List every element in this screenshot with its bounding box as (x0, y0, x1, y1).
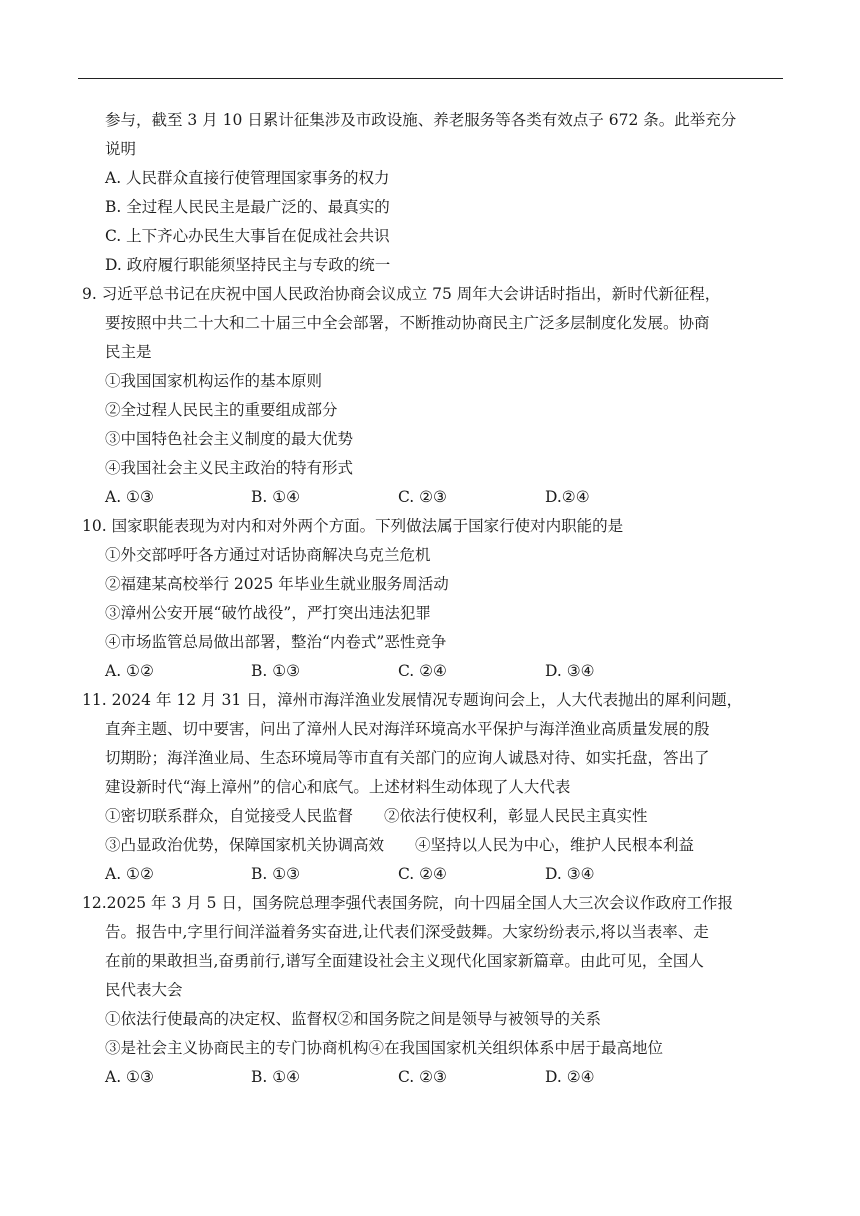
q8-option-c: C. 上下齐心办民生大事旨在促成社会共识 (105, 227, 390, 245)
q9-statement-2: ②全过程人民民主的重要组成部分 (105, 401, 338, 419)
q10-options (105, 661, 665, 681)
q10-stem-line-1: 10. 国家职能表现为对内和对外两个方面。下列做法属于国家行使对内职能的是 (82, 517, 624, 535)
q11-stem-line-3: 切期盼；海洋渔业局、生态环境局等市直有关部门的应询人诚恳对待、如实托盘，答出了 (105, 749, 710, 767)
q11-option-d: D. ③④ (545, 865, 595, 883)
q9-stem-line-2: 要按照中共二十大和二十届三中全会部署，不断推动协商民主广泛多层制度化发展。协商 (105, 314, 710, 332)
q11-option-b: B. ①③ (251, 865, 301, 883)
q11-option-c: C. ②④ (398, 865, 447, 883)
q12-options (105, 1067, 665, 1087)
q11-stem-line-4: 建设新时代“海上漳州”的信心和底气。上述材料生动体现了人大代表 (105, 778, 571, 796)
q8-option-a: A. 人民群众直接行使管理国家事务的权力 (105, 169, 390, 187)
q8-stem-line-1: 参与，截至 3 月 10 日累计征集涉及市政设施、养老服务等各类有效点子 672 条。此举充分 (105, 111, 737, 129)
q9-option-c: C. ②③ (398, 488, 447, 506)
q11-stem-line-1: 11. 2024 年 12 月 31 日，漳州市海洋渔业发展情况专题询问会上，人大代表抛出的犀利问题， (82, 691, 743, 709)
q12-option-a: A. ①③ (105, 1068, 154, 1086)
q10-statement-2: ②福建某高校举行 2025 年毕业生就业服务周活动 (105, 575, 449, 593)
q12-option-d: D. ②④ (545, 1068, 595, 1086)
q10-statement-4: ④市场监管总局做出部署，整治“内卷式”恶性竞争 (105, 633, 447, 651)
q11-statements-1-2: ①密切联系群众，自觉接受人民监督 ②依法行使权利，彰显人民民主真实性 (105, 807, 648, 825)
q8-option-d: D. 政府履行职能须坚持民主与专政的统一 (105, 256, 391, 274)
q9-statement-4: ④我国社会主义民主政治的特有形式 (105, 459, 354, 477)
q9-option-d: D.②④ (545, 488, 590, 506)
q10-option-d: D. ③④ (545, 662, 595, 680)
q9-options (105, 487, 665, 507)
q9-option-a: A. ①③ (105, 488, 154, 506)
q9-statement-3: ③中国特色社会主义制度的最大优势 (105, 430, 354, 448)
q8-stem-line-2: 说明 (105, 140, 137, 158)
q9-stem-line-1: 9. 习近平总书记在庆祝中国人民政治协商会议成立 75 周年大会讲话时指出，新时代新征程， (82, 285, 721, 303)
q12-stem-line-3: 在前的果敢担当,奋勇前行,谱写全面建设社会主义现代化国家新篇章。由此可见，全国人 (105, 952, 704, 970)
q12-option-c: C. ②③ (398, 1068, 447, 1086)
q10-statement-3: ③漳州公安开展“破竹战役”，严打突出违法犯罪 (105, 604, 431, 622)
q11-stem-line-2: 直奔主题、切中要害，问出了漳州人民对海洋环境高水平保护与海洋渔业高质量发展的殷 (105, 720, 710, 738)
q9-stem-line-3: 民主是 (105, 343, 152, 361)
q11-options (105, 864, 665, 884)
header-rule (78, 78, 783, 79)
q12-stem-line-2: 告。报告中,字里行间洋溢着务实奋进,让代表们深受鼓舞。大家纷纷表示,将以当表率、走 (105, 923, 709, 941)
q10-option-a: A. ①② (105, 662, 154, 680)
q12-stem-line-4: 民代表大会 (105, 981, 183, 999)
q9-option-b: B. ①④ (251, 488, 301, 506)
q11-option-a: A. ①② (105, 865, 154, 883)
q12-stem-line-1: 12.2025 年 3 月 5 日，国务院总理李强代表国务院，向十四届全国人大三次会议作政府工作报 (82, 894, 733, 912)
q11-statements-3-4: ③凸显政治优势，保障国家机关协调高效 ④坚持以人民为中心，维护人民根本利益 (105, 836, 695, 854)
q10-option-c: C. ②④ (398, 662, 447, 680)
q10-statement-1: ①外交部呼吁各方通过对话协商解决乌克兰危机 (105, 546, 431, 564)
q10-option-b: B. ①③ (251, 662, 301, 680)
q8-option-b: B. 全过程人民民主是最广泛的、最真实的 (105, 198, 390, 216)
q12-option-b: B. ①④ (251, 1068, 301, 1086)
q12-statements-1-2: ①依法行使最高的决定权、监督权②和国务院之间是领导与被领导的关系 (105, 1010, 602, 1028)
q12-statements-3-4: ③是社会主义协商民主的专门协商机构④在我国国家机关组织体系中居于最高地位 (105, 1039, 664, 1057)
q9-statement-1: ①我国国家机构运作的基本原则 (105, 372, 323, 390)
